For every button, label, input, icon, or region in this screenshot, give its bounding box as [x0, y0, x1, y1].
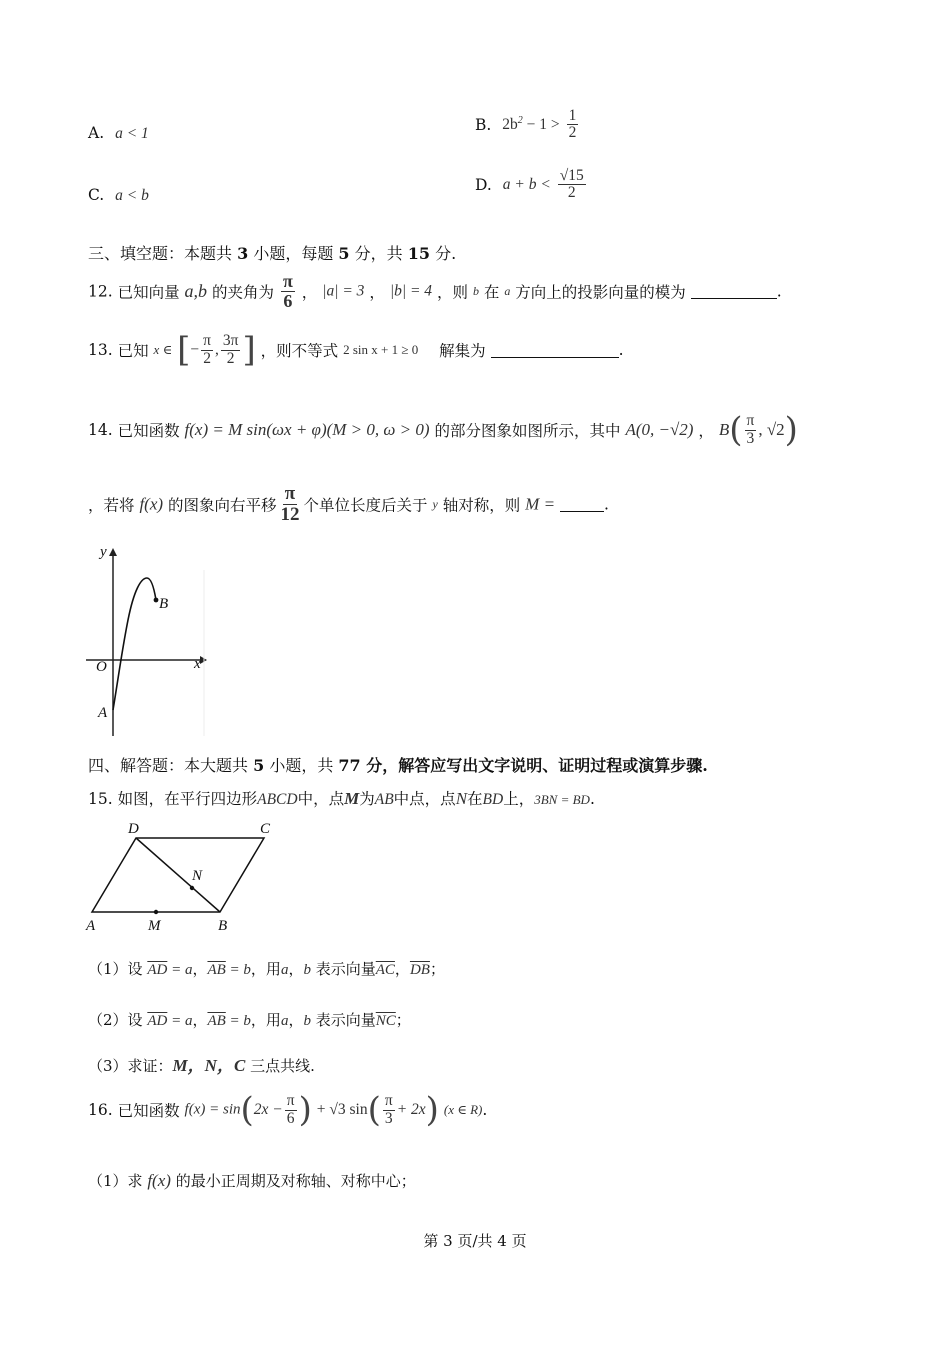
- segment-ab: AB: [374, 791, 394, 808]
- answer-blank: [560, 497, 604, 512]
- domain: (x ∈ R): [443, 1102, 483, 1117]
- question-14-line-2: [88, 484, 609, 525]
- vector-ab: $\overline{AB}$: [207, 1013, 226, 1029]
- title-num: 77: [338, 756, 361, 775]
- section-3-title: [88, 241, 456, 264]
- option-label: A.: [88, 124, 105, 142]
- question-number: 14.: [88, 421, 113, 439]
- question-text: 表示向量: [315, 1011, 376, 1029]
- answer-blank: [491, 343, 619, 358]
- function-fx: f(x): [139, 494, 164, 514]
- question-number: 15.: [88, 790, 113, 808]
- a-label: A: [98, 705, 108, 721]
- vector-eq: = b: [225, 1013, 251, 1029]
- b-label: B: [159, 596, 169, 612]
- question-text: .: [482, 1101, 488, 1119]
- question-15-part-3: [88, 1051, 315, 1076]
- title-part: 分，解答应写出文字说明、证明过程或演算步骤.: [360, 756, 708, 775]
- question-text: 的夹角为: [211, 283, 274, 302]
- shift-fraction: [279, 484, 302, 525]
- option-b-fraction: [567, 108, 579, 142]
- question-text: ，: [369, 283, 385, 302]
- question-text: 解集为: [439, 342, 486, 360]
- question-text: 上，: [503, 790, 535, 808]
- parallelogram-figure: [84, 818, 284, 938]
- vector-ab: $\overline{AB}$: [207, 962, 226, 978]
- option-b-expr: [502, 116, 559, 133]
- axis-y: y: [432, 496, 438, 511]
- vector-b: b: [472, 283, 479, 298]
- question-text: 表示向量: [315, 960, 376, 978]
- frac-num: π: [203, 332, 211, 350]
- frac-num: 3π: [222, 332, 239, 350]
- x-label: x: [194, 656, 201, 672]
- frac-den: 2: [568, 124, 577, 142]
- arg-part: + 2x: [396, 1101, 426, 1118]
- question-15-part-2: [88, 1009, 411, 1030]
- question-12: [88, 272, 782, 311]
- part-tag: （1）求: [88, 1172, 143, 1190]
- frac-num: 1: [568, 107, 577, 124]
- question-text: 在: [483, 283, 500, 302]
- point-n-marker: [190, 886, 194, 890]
- question-16-part-1: [88, 1170, 416, 1191]
- modulus-b: |b| = 4: [389, 282, 433, 300]
- point-n: N: [455, 789, 468, 808]
- question-text: .: [589, 790, 595, 808]
- expr-part: − 1 >: [522, 116, 560, 134]
- vector-a: a: [504, 283, 511, 298]
- question-text: 为: [359, 790, 375, 808]
- title-num: 15: [407, 244, 431, 263]
- title-num: 5: [253, 756, 265, 775]
- m-equals: M =: [525, 494, 556, 514]
- option-d-fraction: [558, 168, 586, 202]
- arg-part: 2x −: [253, 1101, 283, 1118]
- answer-blank: [691, 284, 777, 299]
- vector-eq: = a: [167, 1013, 193, 1029]
- frac-num: π: [286, 1092, 295, 1110]
- segment-bd: BD: [482, 791, 504, 808]
- vector-db: $\overline{DB}$: [409, 962, 430, 978]
- point-b-x: [745, 413, 757, 447]
- question-text: ，: [192, 960, 208, 978]
- question-text: 中，点: [297, 790, 345, 808]
- vector-eq: = a: [167, 962, 193, 978]
- frac-den: 6: [286, 1109, 295, 1127]
- option-label: B.: [475, 115, 492, 134]
- part-tag: （2）设: [88, 1011, 143, 1029]
- frac-num: √15: [559, 167, 584, 184]
- question-text: 已知: [117, 342, 149, 360]
- expr-sup: 2: [517, 115, 523, 127]
- question-text: 在: [467, 790, 483, 808]
- function-lhs: f(x) = sin: [184, 1101, 241, 1118]
- option-a: [88, 124, 149, 143]
- option-label: D.: [475, 175, 492, 194]
- interval-left: [201, 333, 213, 367]
- origin-label: O: [96, 659, 107, 675]
- question-15: [88, 787, 595, 809]
- point-m-marker: [154, 910, 158, 914]
- frac-den: 6: [283, 290, 293, 311]
- function-expr: f(x) = M sin(ωx + φ)(M > 0, ω > 0): [184, 420, 430, 439]
- frac-num: π: [282, 271, 293, 291]
- point-a: A(0, −√2): [625, 420, 694, 439]
- question-number: 12.: [88, 282, 113, 301]
- vector-ad: $\overline{AD}$: [147, 1013, 168, 1029]
- question-text: 方向上的投影向量的模为: [515, 283, 686, 302]
- option-a-expr: a < 1: [115, 125, 149, 142]
- question-text: ，: [394, 960, 410, 978]
- point-m: M: [344, 789, 360, 808]
- question-text: .: [618, 341, 624, 359]
- question-text: 如图，在平行四边形: [117, 790, 258, 808]
- sine-curve: [113, 578, 156, 710]
- page-footer: 第 3 页/共 4 页: [423, 1232, 527, 1250]
- title-part: 小题，共: [264, 756, 339, 775]
- title-num: 5: [338, 244, 350, 263]
- question-text: .: [604, 495, 609, 514]
- arg-fraction-1: [285, 1093, 297, 1127]
- section-4-title: [88, 753, 708, 776]
- frac-den: 2: [203, 349, 211, 367]
- frac-num: π: [284, 483, 296, 504]
- sine-graph: [86, 540, 211, 740]
- question-text: 轴对称，则: [442, 496, 521, 515]
- interval-right: [221, 333, 241, 367]
- label-d: D: [128, 821, 139, 837]
- relation: 3BN = BD: [534, 792, 590, 807]
- vector-eq: = b: [225, 962, 251, 978]
- vector-b: b: [303, 1013, 311, 1029]
- vector-b: b: [303, 962, 311, 978]
- point-b-marker: [154, 598, 159, 603]
- title-part: 分，共: [349, 244, 408, 263]
- expr-part: 2b: [502, 116, 518, 134]
- frac-den: 2: [226, 349, 235, 367]
- diagonal-bd: [136, 838, 220, 912]
- part-tag: （3）求证：: [88, 1057, 173, 1075]
- question-text: ，则不等式: [260, 342, 339, 360]
- question-text: ，: [698, 422, 714, 440]
- point-b-y: , √2: [758, 420, 785, 439]
- vector-a: a: [280, 962, 289, 978]
- question-15-part-1: [88, 958, 445, 979]
- question-text: ，用: [250, 1011, 281, 1029]
- point-b-label: B: [718, 420, 730, 439]
- label-n: N: [192, 868, 203, 884]
- angle-fraction: [281, 272, 295, 311]
- frac-den: 3: [384, 1109, 393, 1127]
- frac-den: 3: [746, 429, 755, 447]
- question-text: 已知向量: [117, 283, 180, 302]
- option-label: C.: [88, 186, 105, 204]
- title-part: 小题，每题: [248, 244, 339, 263]
- option-d-expr: a + b <: [502, 175, 551, 193]
- option-d: [475, 168, 588, 202]
- question-14: 14. 已知函数 f(x) = M sin(ωx + φ)(M > 0, ω > 0) 的部分图象如图所示，其中 A(0, −√2) ， B( $\frac{\pi}{3}$ , √2): [88, 410, 798, 450]
- y-axis-arrow-icon: [109, 548, 117, 556]
- question-text: ，若将: [88, 496, 135, 515]
- question-text: .: [776, 282, 782, 301]
- question-text: ，: [288, 1011, 304, 1029]
- function-fx: f(x): [147, 1171, 171, 1190]
- question-text: ，: [192, 1011, 208, 1029]
- frac-num: π: [746, 412, 755, 430]
- question-text: 的部分图象如图所示，其中: [434, 422, 621, 440]
- question-text: 个单位长度后关于: [303, 496, 428, 515]
- question-text: ，用: [250, 960, 281, 978]
- label-a: A: [86, 918, 96, 934]
- question-text: ，: [301, 283, 318, 302]
- question-text: ，则: [437, 283, 469, 302]
- option-b: [475, 108, 580, 142]
- option-c-expr: a < b: [115, 187, 149, 204]
- title-part: 三、填空题：本题共: [88, 244, 238, 263]
- frac-den: 12: [280, 503, 300, 525]
- frac-num: π: [384, 1092, 393, 1110]
- title-part: 四、解答题：本大题共: [88, 756, 254, 775]
- question-number: 16.: [88, 1101, 113, 1119]
- question-text: ；: [395, 1011, 411, 1029]
- question-text: ；: [429, 960, 445, 978]
- x-in: x ∈: [153, 342, 173, 357]
- vector-ad: $\overline{AD}$: [147, 962, 168, 978]
- label-b: B: [218, 918, 228, 934]
- question-text: 的最小正周期及对称轴、对称中心；: [175, 1172, 416, 1190]
- question-number: 13.: [88, 341, 113, 359]
- parallelogram-label: ABCD: [257, 791, 298, 808]
- title-num: 3: [237, 244, 249, 263]
- title-part: 分.: [430, 244, 457, 263]
- label-m: M: [148, 918, 161, 934]
- question-text: 已知函数: [117, 1102, 180, 1120]
- question-text: ，: [288, 960, 304, 978]
- question-text: 中点，点: [393, 790, 456, 808]
- y-label: y: [100, 544, 107, 560]
- inequality: 2 sin x + 1 ≥ 0: [343, 342, 419, 357]
- collinear-points: M，N，C: [172, 1056, 246, 1075]
- vector-ac: $\overline{AC}$: [375, 962, 395, 978]
- question-13: 13. 已知 x ∈ [− $\frac{\pi}{2}$ , $\frac{3\pi}{2}$ ] ，则不等式 2 sin x + 1 ≥ 0 解集为 .: [88, 330, 624, 370]
- vector-nc: $\overline{NC}$: [375, 1013, 396, 1029]
- modulus-a: |a| = 3: [322, 282, 365, 300]
- part-tag: （1）设: [88, 960, 143, 978]
- question-text: 已知函数: [117, 422, 180, 440]
- question-16: 16. 已知函数 f(x) = sin(2x − $\frac{\pi}{6}$ ) + √3 sin( $\frac{\pi}{3}$ + 2x) (x ∈ R).: [88, 1090, 488, 1130]
- vector-pair: a,b: [184, 280, 208, 301]
- question-text: 三点共线.: [250, 1057, 315, 1075]
- label-c: C: [260, 821, 271, 837]
- frac-den: 2: [567, 184, 576, 202]
- option-c: [88, 186, 149, 205]
- function-middle: + √3 sin: [316, 1101, 368, 1118]
- arg-fraction-2: [383, 1093, 395, 1127]
- question-text: 的图象向右平移: [167, 496, 277, 515]
- vector-a: a: [280, 1013, 289, 1029]
